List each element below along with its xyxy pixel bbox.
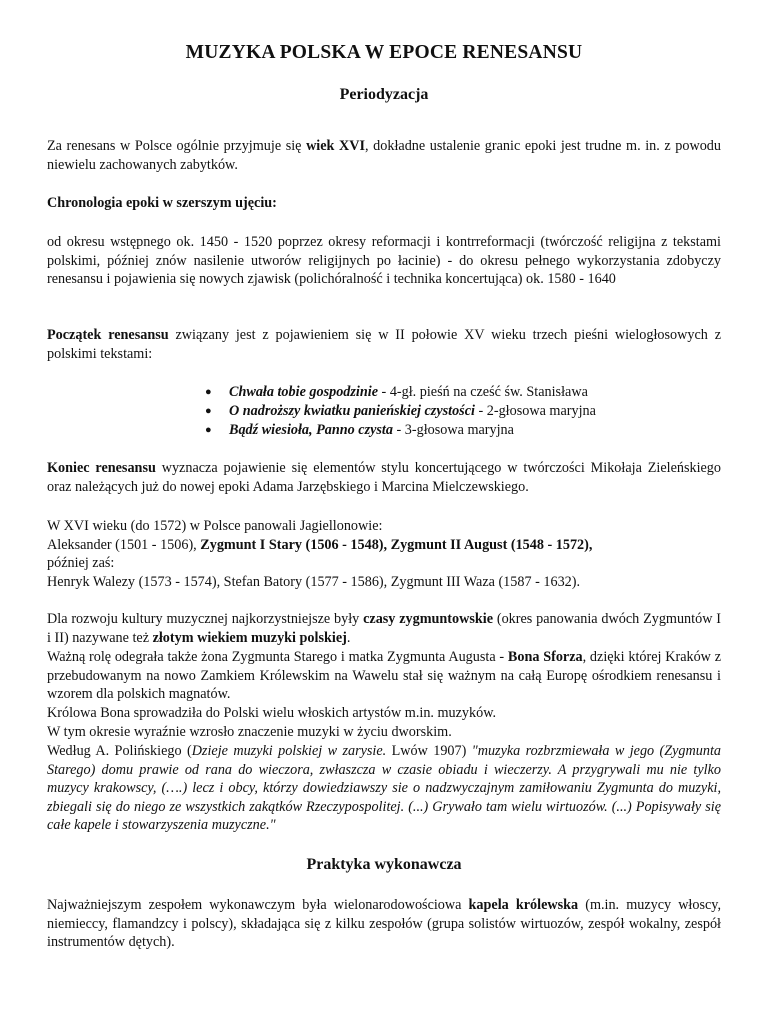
beginning-paragraph: Początek renesansu związany jest z pojawieniem się w II połowie XV wieku trzech pieśni wielogłosowych z polskimi tekstami: [47, 327, 721, 362]
bullet-icon: ● [205, 405, 212, 417]
bona-sforza-paragraph: Ważną rolę odegrała także żona Zygmunta Starego i matka Zygmunta Augusta - Bona Sforza, dzięki której Kraków z przebudowanym na nowo Zamkiem Królewskim na Wawelu stał się ważnym na całą Europę ośrodkiem renesansu i wzorem dla polskich magnatów. [47, 649, 721, 703]
artists-line: Królowa Bona sprowadziła do Polski wielu włoskich artystów m.in. muzyków. [47, 705, 497, 721]
rulers-block: W XVI wieku (do 1572) w Polsce panowali Jagiellonowie: Aleksander (1501 - 1506), Zygmunt I Stary (1506 - 1548), Zygmunt II August (1548 - 1572), później zaś: Henryk Walezy (1573 - 1574), Stefan Batory (1577 - 1586), Zygmunt III Waza (1587 - 1632). [47, 518, 593, 590]
performance-paragraph: Najważniejszym zespołem wykonawczym była wielonarodowościowa kapela królewska (m.in. muzycy włoscy, niemieccy, flamandzcy i polscy), składająca się z kilku zespołów (grupa solistów wirtuozów, zespół wokalny, zespół instrumentów dętych). [47, 897, 722, 951]
page-title: MUZYKA POLSKA W EPOCE RENESANSU [185, 42, 583, 63]
chronology-paragraph: od okresu wstępnego ok. 1450 - 1520 poprzez okresy reformacji i kontrreformacji (twórczość religijna z tekstami polskimi, później znów nasilenie utworów religijnych po łacinie) - do okresu pełnego wykorzystania zdobyczy renesansu i pojawienia się nowych zjawisk (polichóralność i technika koncertująca) ok. 1580 - 1640 [47, 234, 721, 288]
quote-paragraph: Według A. Polińskiego (Dzieje muzyki polskiej w zarysie. Lwów 1907) "muzyka rozbrzmiewała w jego (Zygmunta Starego) domu prawie od rana do wieczora, zwłaszcza w czasie obiadu i wieczerzy. A przygrywali mu nie tylko muzycy krakowscy, (….) lecz i obcy, którzy dowiedziawszy sie o nadzwyczajnym zamiłowaniu Zygmunta do muzyki, zbiegali się do niego ze wszystkich zakątków Rzeczypospolitej. (...) Grywało tam wielu wirtuozów. (...) Popisywały się całe kapele i stowarzyszenia muzyczne." [47, 743, 721, 834]
section-heading-performance: Praktyka wykonawcza [306, 856, 462, 873]
chronology-heading: Chronologia epoki w szerszym ujęciu: [47, 195, 277, 211]
section-heading-periodization: Periodyzacja [339, 86, 429, 103]
court-music-line: W tym okresie wyraźnie wzrosło znaczenie muzyki w życiu dworskim. [47, 724, 452, 740]
bullet-icon: ● [205, 386, 212, 398]
document-page: MUZYKA POLSKA W EPOCE RENESANSU Periodyzacja Za renesans w Polsce ogólnie przyjmuje się wiek XVI, dokładne ustalenie granic epoki jest trudne m. in. z powodu niewielu zachowanych zabytków. Chronologia epoki w szerszym ujęciu: od okresu wstępnego ok. 1450 - 1520 poprzez okresy reformacji i kontrreformacji (twórczość religijna z tekstami polskimi, później znów nasilenie utworów religijnych po łacinie) - do okresu pełnego wykorzystania zdobyczy renesansu i pojawienia się nowych zjawisk (polichóralność i technika koncertująca) ok. 1580 - 1640 Początek renesansu związany jest z pojawieniem się w II połowie XV wieku trzech pieśni wielogłosowych z polskimi tekstami: ● Chwała tobie gospodzinie - 4-gł. pieśń na cześć św. Stanisława ● O nadroższy kwiatku panieńskiej czystości - 2-głosowa maryjna ● Bądź wiesioła, Panno czysta - 3-głosowa maryjna Koniec renesansu wyznacza pojawienie się elementów stylu koncertującego w twórczości Mikołaja Zieleńskiego oraz należących już do nowej epoki Adama Jarzębskiego i Marcina Mielczewskiego. W XVI wieku (do 1572) w Polsce panowali Jagiellonowie: Aleksander (1501 - 1506), Zygmunt I Stary (1506 - 1548), Zygmunt II August (1548 - 1572), później zaś: Henryk Walezy (1573 - 1574), Stefan Batory (1577 - 1586), Zygmunt III Waza (1587 - 1632). Dla rozwoju kultury muzycznej najkorzystniejsze były czasy zygmuntowskie (okres panowania dwóch Zygmuntów I i II) nazywane też złotym wiekiem muzyki polskiej. Ważną rolę odegrała także żona Zygmunta Starego i matka Zygmunta Augusta - Bona Sforza, dzięki której Kraków z przebudowanym na nowo Zamkiem Królewskim na Wawelu stał się ważnym na całą Europę ośrodkiem renesansu i wzorem dla polskich magnatów. Królowa Bona sprowadziła do Polski wielu włoskich artystów m.in. muzyków. W tym okresie wyraźnie wzrosło znaczenie muzyki w życiu dworskim. Według A. Polińskiego (Dzieje muzyki polskiej w zarysie. Lwów 1907) "muzyka rozbrzmiewała w jego (Zygmunta Starego) domu prawie od rana do wieczora, zwłaszcza w czasie obiadu i wieczerzy. A przygrywali mu nie tylko muzycy krakowscy, (….) lecz i obcy, którzy dowiedziawszy sie o nadzwyczajnym zamiłowaniu Zygmunta do muzyki, zbiegali się do niego ze wszystkich zakątków Rzeczypospolitej. (...) Grywało tam wielu wirtuozów. (...) Popisywały się całe kapele i stowarzyszenia muzyczne." Praktyka wykonawcza Najważniejszym zespołem wykonawczym była wielonarodowościowa kapela królewska (m.in. muzycy włoscy, niemieccy, flamandzcy i polscy), składająca się z kilku zespołów (grupa solistów wirtuozów, zespół wokalny, zespół instrumentów dętych). [0, 0, 768, 1024]
culture-paragraph: Dla rozwoju kultury muzycznej najkorzystniejsze były czasy zygmuntowskie (okres panowania dwóch Zygmuntów I i II) nazywane też złotym wiekiem muzyki polskiej. [47, 611, 721, 646]
end-paragraph: Koniec renesansu wyznacza pojawienie się elementów stylu koncertującego w twórczości Mikołaja Zieleńskiego oraz należących już do nowej epoki Adama Jarzębskiego i Marcina Mielczewskiego. [47, 460, 721, 495]
intro-paragraph: Za renesans w Polsce ogólnie przyjmuje się wiek XVI, dokładne ustalenie granic epoki jest trudne m. in. z powodu niewielu zachowanych zabytków. [47, 138, 721, 173]
bullet-icon: ● [205, 424, 212, 436]
